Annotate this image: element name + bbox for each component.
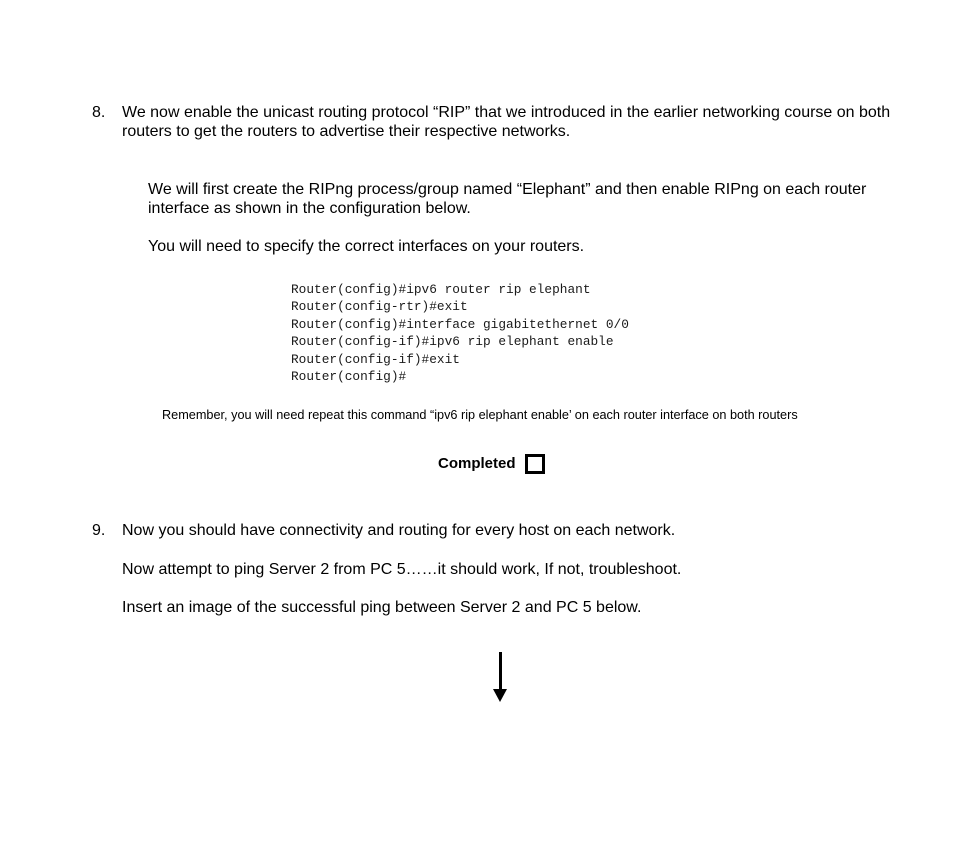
config-line: Router(config-if)#exit (291, 351, 460, 367)
completed-indicator (438, 454, 545, 474)
step-8-subparagraph-2: You will need to specify the correct interfaces on your routers. (148, 238, 585, 255)
config-line: Router(config)# (291, 369, 407, 385)
step-9-line-2: Now attempt to ping Server 2 from PC 5……it should work, If not, troubleshoot. (122, 561, 682, 578)
step-9-text: Now you should have connectivity and routing for every host on each network. (122, 522, 676, 539)
remember-note: Remember, you will need repeat this command “ipv6 rip elephant enable’ on each router interface on both routers (162, 408, 798, 422)
step-8-subparagraph-1: We will first create the RIPng process/group named “Elephant” and then enable RIPng on each router interface as shown in the configuration below. (148, 181, 867, 217)
config-line: Router(config)#interface gigabitethernet 0/0 (291, 316, 629, 332)
step-9-number: 9. (92, 522, 106, 539)
arrow-down-icon (493, 652, 507, 702)
step-9-line-3: Insert an image of the successful ping between Server 2 and PC 5 below. (122, 599, 642, 616)
step-8-number: 8. (92, 104, 106, 121)
config-line: Router(config)#ipv6 router rip elephant (291, 282, 591, 297)
config-code-block (291, 281, 629, 385)
step-8-text: We now enable the unicast routing protocol “RIP” that we introduced in the earlier networking course on both routers to get the routers to advertise their respective networks. (122, 104, 891, 140)
empty-checkbox-icon[interactable] (525, 454, 545, 474)
completed-label: Completed (438, 455, 516, 472)
config-line: Router(config-rtr)#exit (291, 299, 468, 315)
config-line: Router(config-if)#ipv6 rip elephant enable (291, 334, 614, 350)
